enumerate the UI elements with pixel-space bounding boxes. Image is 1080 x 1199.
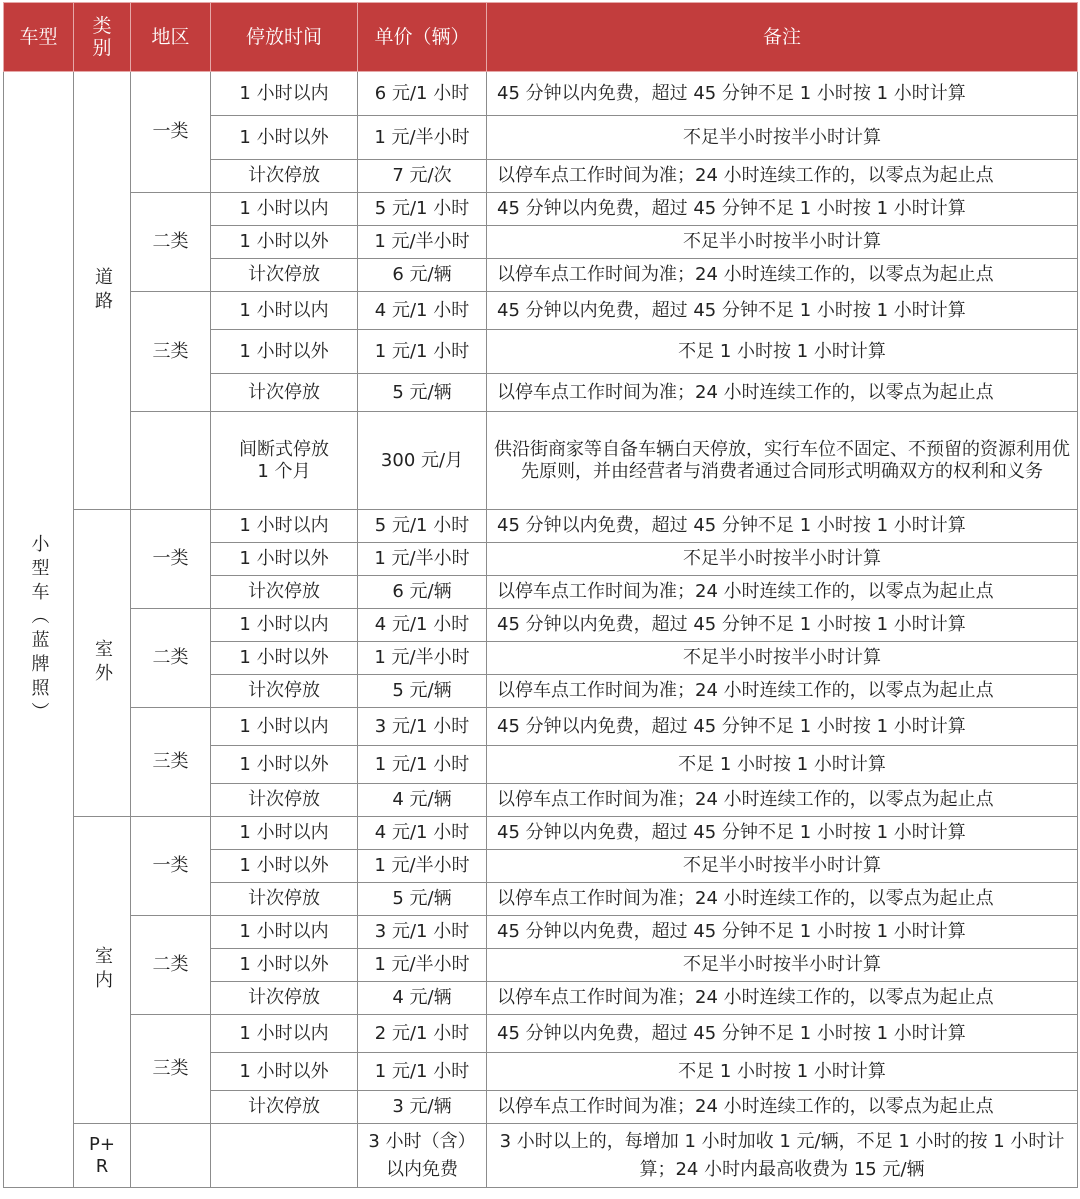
region-cell: 三类 (131, 708, 211, 817)
price-cell: 1 元/1 小时 (358, 1053, 487, 1091)
note-cell: 不足半小时按半小时计算 (487, 116, 1078, 160)
duration-cell: 1 小时以内 (211, 193, 358, 226)
note-cell: 45 分钟以内免费，超过 45 分钟不足 1 小时按 1 小时计算 (487, 609, 1078, 642)
duration-cell: 1 小时以外 (211, 642, 358, 675)
price-cell: 3 元/1 小时 (358, 916, 487, 949)
price-cell: 6 元/辆 (358, 259, 487, 292)
header-remarks: 备注 (487, 3, 1078, 72)
duration-cell: 1 小时以内 (211, 1015, 358, 1053)
duration-cell: 1 小时以外 (211, 1053, 358, 1091)
note-cell: 以停车点工作时间为准；24 小时连续工作的，以零点为起止点 (487, 1091, 1078, 1124)
duration-cell (211, 412, 358, 510)
note-cell: 以停车点工作时间为准；24 小时连续工作的，以零点为起止点 (487, 160, 1078, 193)
region-cell: 二类 (131, 193, 211, 292)
region-cell: 一类 (131, 510, 211, 609)
duration-cell: 计次停放 (211, 576, 358, 609)
duration-cell: 计次停放 (211, 259, 358, 292)
note-cell: 以停车点工作时间为准；24 小时连续工作的，以零点为起止点 (487, 259, 1078, 292)
price-cell: 4 元/辆 (358, 982, 487, 1015)
table-row (4, 72, 1078, 116)
note-cell: 以停车点工作时间为准；24 小时连续工作的，以零点为起止点 (487, 883, 1078, 916)
price-cell: 6 元/辆 (358, 576, 487, 609)
price-cell: 1 元/半小时 (358, 226, 487, 259)
price-cell: 1 元/1 小时 (358, 746, 487, 784)
duration-cell: 1 小时以外 (211, 116, 358, 160)
duration-cell: 1 小时以内 (211, 708, 358, 746)
duration-cell: 1 小时以外 (211, 850, 358, 883)
price-cell (358, 1124, 487, 1188)
duration-cell: 计次停放 (211, 160, 358, 193)
category-indoor: 室内 (74, 817, 131, 1124)
header-unit-price: 单价（辆） (358, 3, 487, 72)
region-cell: 一类 (131, 72, 211, 193)
note-cell: 不足 1 小时按 1 小时计算 (487, 1053, 1078, 1091)
region-cell: 三类 (131, 1015, 211, 1124)
parking-fee-table (3, 2, 1078, 1188)
note-cell: 以停车点工作时间为准；24 小时连续工作的，以零点为起止点 (487, 576, 1078, 609)
header-vehicle-type: 车型 (4, 3, 74, 72)
header-region: 地区 (131, 3, 211, 72)
duration-cell: 1 小时以外 (211, 330, 358, 374)
note-cell: 不足半小时按半小时计算 (487, 642, 1078, 675)
price-cell: 1 元/半小时 (358, 116, 487, 160)
price-cell: 3 元/辆 (358, 1091, 487, 1124)
duration-cell: 计次停放 (211, 1091, 358, 1124)
note-cell: 以停车点工作时间为准；24 小时连续工作的，以零点为起止点 (487, 374, 1078, 412)
duration-cell: 计次停放 (211, 883, 358, 916)
note-cell: 不足 1 小时按 1 小时计算 (487, 330, 1078, 374)
note-cell: 不足半小时按半小时计算 (487, 543, 1078, 576)
duration-cell: 1 小时以内 (211, 916, 358, 949)
price-cell: 5 元/1 小时 (358, 510, 487, 543)
price-cell: 7 元/次 (358, 160, 487, 193)
region-cell: 三类 (131, 292, 211, 412)
duration-cell: 计次停放 (211, 784, 358, 817)
category-road: 道路 (74, 72, 131, 510)
table-row (4, 1124, 1078, 1188)
header-category: 类别 (74, 3, 131, 72)
region-cell-empty (131, 412, 211, 510)
note-cell: 45 分钟以内免费，超过 45 分钟不足 1 小时按 1 小时计算 (487, 292, 1078, 330)
note-cell: 45 分钟以内免费，超过 45 分钟不足 1 小时按 1 小时计算 (487, 708, 1078, 746)
price-cell: 1 元/半小时 (358, 642, 487, 675)
table-row (4, 193, 1078, 226)
duration-cell: 1 小时以外 (211, 543, 358, 576)
region-cell: 一类 (131, 817, 211, 916)
table-row (4, 916, 1078, 949)
region-cell: 二类 (131, 916, 211, 1015)
note-cell: 45 分钟以内免费，超过 45 分钟不足 1 小时按 1 小时计算 (487, 817, 1078, 850)
note-cell: 以停车点工作时间为准；24 小时连续工作的，以零点为起止点 (487, 675, 1078, 708)
duration-cell: 计次停放 (211, 675, 358, 708)
duration-cell: 计次停放 (211, 374, 358, 412)
note-cell: 45 分钟以内免费，超过 45 分钟不足 1 小时按 1 小时计算 (487, 916, 1078, 949)
price-cell: 6 元/1 小时 (358, 72, 487, 116)
table-row (4, 292, 1078, 330)
note-cell: 不足 1 小时按 1 小时计算 (487, 746, 1078, 784)
price-cell: 1 元/半小时 (358, 850, 487, 883)
price-cell: 1 元/1 小时 (358, 330, 487, 374)
header-duration: 停放时间 (211, 3, 358, 72)
table-row (4, 609, 1078, 642)
duration-line: 1 个月 (257, 460, 311, 482)
duration-cell: 1 小时以内 (211, 609, 358, 642)
price-cell: 4 元/1 小时 (358, 292, 487, 330)
note-cell: 不足半小时按半小时计算 (487, 850, 1078, 883)
category-park-and-ride: P+R (74, 1124, 131, 1188)
price-cell: 4 元/1 小时 (358, 817, 487, 850)
note-cell: 以停车点工作时间为准；24 小时连续工作的，以零点为起止点 (487, 784, 1078, 817)
price-line: 以内免费 (386, 1158, 458, 1180)
price-cell: 1 元/半小时 (358, 949, 487, 982)
note-cell: 45 分钟以内免费，超过 45 分钟不足 1 小时按 1 小时计算 (487, 72, 1078, 116)
note-cell: 45 分钟以内免费，超过 45 分钟不足 1 小时按 1 小时计算 (487, 193, 1078, 226)
note-cell: 不足半小时按半小时计算 (487, 226, 1078, 259)
note-cell: 不足半小时按半小时计算 (487, 949, 1078, 982)
price-cell: 5 元/1 小时 (358, 193, 487, 226)
price-cell: 300 元/月 (358, 412, 487, 510)
header-row (4, 3, 1078, 72)
duration-cell: 1 小时以内 (211, 72, 358, 116)
note-cell: 供沿街商家等自备车辆白天停放，实行车位不固定、不预留的资源利用优先原则，并由经营者与消费者通过合同形式明确双方的权利和义务 (487, 412, 1078, 510)
vehicle-type-cell: 小型车（蓝牌照） (4, 72, 74, 1188)
category-outdoor: 室外 (74, 510, 131, 817)
duration-cell: 1 小时以外 (211, 746, 358, 784)
price-cell: 3 元/1 小时 (358, 708, 487, 746)
note-cell: 45 分钟以内免费，超过 45 分钟不足 1 小时按 1 小时计算 (487, 1015, 1078, 1053)
duration-line: 间断式停放 (239, 438, 329, 460)
fee-table-container (3, 2, 1077, 1188)
price-cell: 5 元/辆 (358, 675, 487, 708)
duration-cell: 1 小时以内 (211, 817, 358, 850)
table-row (4, 1015, 1078, 1053)
table-row (4, 510, 1078, 543)
duration-cell: 1 小时以外 (211, 949, 358, 982)
duration-cell: 1 小时以外 (211, 226, 358, 259)
note-cell: 以停车点工作时间为准；24 小时连续工作的，以零点为起止点 (487, 982, 1078, 1015)
table-row (4, 708, 1078, 746)
note-cell: 3 小时以上的，每增加 1 小时加收 1 元/辆，不足 1 小时的按 1 小时计算；24 小时内最高收费为 15 元/辆 (487, 1124, 1078, 1188)
duration-cell: 1 小时以内 (211, 292, 358, 330)
table-row (4, 412, 1078, 510)
duration-cell: 计次停放 (211, 982, 358, 1015)
note-cell: 45 分钟以内免费，超过 45 分钟不足 1 小时按 1 小时计算 (487, 510, 1078, 543)
price-cell: 4 元/1 小时 (358, 609, 487, 642)
price-cell: 5 元/辆 (358, 374, 487, 412)
price-cell: 2 元/1 小时 (358, 1015, 487, 1053)
duration-cell-empty (211, 1124, 358, 1188)
region-cell-empty (131, 1124, 211, 1188)
price-cell: 1 元/半小时 (358, 543, 487, 576)
region-cell: 二类 (131, 609, 211, 708)
price-cell: 4 元/辆 (358, 784, 487, 817)
table-row (4, 817, 1078, 850)
price-cell: 5 元/辆 (358, 883, 487, 916)
price-line: 3 小时（含） (368, 1130, 476, 1152)
duration-cell: 1 小时以内 (211, 510, 358, 543)
